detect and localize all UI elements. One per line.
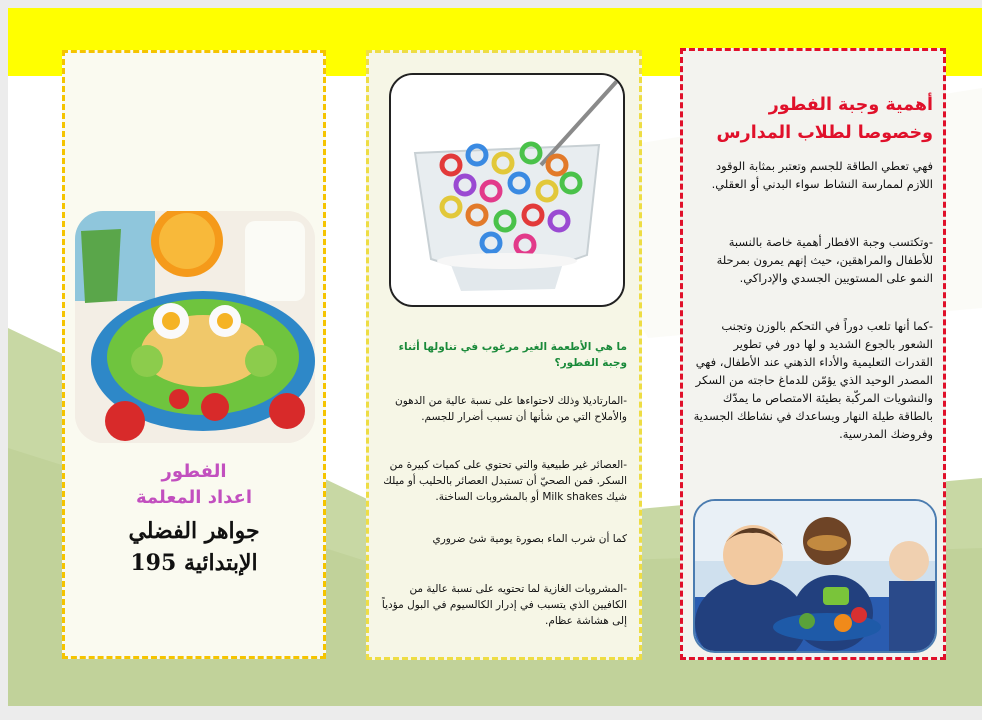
paragraph-water: كما أن شرب الماء بصورة يومية شئ ضروري bbox=[432, 533, 627, 545]
brochure-title bbox=[65, 459, 323, 511]
paragraph-mortadella: -المارتاديلا وذلك لاحتواءها على نسبة عالية من الدهون والأملاح التي من شأنها أن تسبب أضرار للجسم. bbox=[394, 395, 627, 423]
paragraph-weight: -كما أنها تلعب دوراً في التحكم بالوزن وتجنب الشعور بالجوع الشديد و لها دور في تطوير القدرات التعليمية والأداء الذهني عند الأطفال، فهي المصدر الوحيد الذي يؤمّن للدماغ حاجته من السكر والنشويات المركّبة بطيئة الامتصاص ما يمدّك بالطاقة طيلة النهار ويساعدك في نشاطك الجسدية وفروضك المدرسية. bbox=[693, 319, 933, 441]
middle-panel bbox=[366, 50, 642, 660]
cereal-bowl-photo bbox=[389, 73, 625, 307]
slide-canvas bbox=[8, 8, 982, 706]
breakfast-plate-photo bbox=[75, 211, 315, 443]
right-panel bbox=[680, 48, 946, 660]
students-eating-photo bbox=[693, 499, 937, 653]
paragraph-energy: فهي تعطي الطاقة للجسم وتعتبر بمثابة الوقود اللازم لممارسة النشاط سواء البدني أو العقلي. bbox=[711, 159, 933, 191]
paragraph-soft-drinks: -المشروبات الغازية لما تحتويه على نسبة عالية من الكافيين الذي يتسبب في إدرار الكالسيوم في البول مؤدياً إلى هشاشة عظام. bbox=[381, 583, 627, 627]
title-line: الفطور bbox=[161, 461, 227, 482]
importance-title: أهمية وجبة الفطور وخصوصا لطلاب المدارس bbox=[716, 95, 933, 143]
paragraph-children: -وتكتسب وجبة الافطار أهمية خاصة بالنسبة للأطفال والمراهقين، حيث إنهم يمرون بمرحلة النمو على المستويين الجسدي والإدراكي. bbox=[716, 235, 933, 285]
school-name: الإبتدائية 195 bbox=[130, 550, 258, 576]
foods-to-avoid-question: ما هي الأطعمة الغير مرغوب في تناولها أثناء وجبة الفطور؟ bbox=[398, 341, 627, 369]
title-line: اعداد المعلمة bbox=[135, 487, 253, 508]
paragraph-juices: -العصائر غير طبيعية والتي تحتوي على كميات كبيرة من السكر. فمن الصحيّ أن تستبدل العصائر بالحليب أو ميلك شيك Milk shakes أو بالمشروبات الساخنة. bbox=[383, 459, 627, 503]
author-block bbox=[65, 515, 323, 579]
author-name: جواهر الفضلي bbox=[128, 518, 260, 544]
left-panel bbox=[62, 50, 326, 659]
